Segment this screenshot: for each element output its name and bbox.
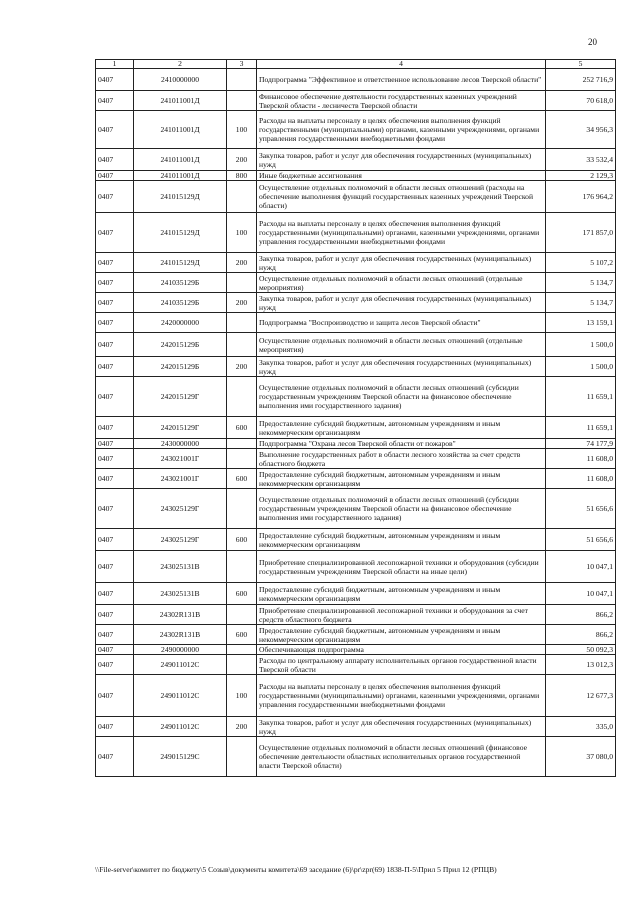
item-name-cell: Осуществление отдельных полномочий в области лесных отношений (субсидии государственным учреждениям Тверской области на финансовое обеспечение выполнения ими государственного задания) — [257, 489, 546, 529]
amount-cell: 34 956,3 — [546, 111, 616, 149]
amount-cell: 10 047,1 — [546, 551, 616, 583]
table-row — [96, 439, 616, 449]
section-cell: 0407 — [96, 489, 134, 529]
section-cell: 0407 — [96, 449, 134, 469]
section-cell: 0407 — [96, 293, 134, 313]
table-row — [96, 551, 616, 583]
expense-kind-cell: 600 — [227, 469, 257, 489]
item-name-cell: Предоставление субсидий бюджетным, автономным учреждениям и иным некоммерческим организациям — [257, 417, 546, 439]
expense-kind-cell — [227, 273, 257, 293]
amount-cell: 12 677,3 — [546, 675, 616, 717]
header-col-1: 1 — [96, 60, 134, 69]
expense-kind-cell — [227, 439, 257, 449]
expense-kind-cell — [227, 69, 257, 91]
expense-kind-cell: 100 — [227, 111, 257, 149]
amount-cell: 13 159,1 — [546, 313, 616, 333]
expense-kind-cell: 100 — [227, 675, 257, 717]
amount-cell: 51 656,6 — [546, 529, 616, 551]
target-code-cell: 241011001Д — [134, 91, 227, 111]
table-row — [96, 449, 616, 469]
expense-kind-cell — [227, 313, 257, 333]
header-row — [96, 60, 616, 69]
table-row — [96, 717, 616, 737]
expense-kind-cell: 600 — [227, 417, 257, 439]
expense-kind-cell — [227, 551, 257, 583]
amount-cell: 70 618,0 — [546, 91, 616, 111]
expense-kind-cell — [227, 91, 257, 111]
item-name-cell: Осуществление отдельных полномочий в области лесных отношений (субсидии государственным учреждениям Тверской области на финансовое обеспечение выполнения ими государственного задания) — [257, 377, 546, 417]
section-cell: 0407 — [96, 417, 134, 439]
expense-kind-cell: 800 — [227, 171, 257, 181]
amount-cell: 11 608,0 — [546, 469, 616, 489]
item-name-cell: Приобретение специализированной лесопожарной техники и оборудования (субсидии государственным учреждениям Тверской области на иные цели) — [257, 551, 546, 583]
item-name-cell: Расходы на выплаты персоналу в целях обеспечения выполнения функций государственными (муниципальными) органами, казенными учреждениями, органами управления государственными внебюджетными фондами — [257, 111, 546, 149]
expense-kind-cell — [227, 449, 257, 469]
amount-cell: 1 500,0 — [546, 333, 616, 357]
item-name-cell: Закупка товаров, работ и услуг для обеспечения государственных (муниципальных) нужд — [257, 357, 546, 377]
expense-kind-cell — [227, 377, 257, 417]
item-name-cell: Закупка товаров, работ и услуг для обеспечения государственных (муниципальных) нужд — [257, 293, 546, 313]
header-col-2: 2 — [134, 60, 227, 69]
table-row — [96, 737, 616, 777]
item-name-cell: Предоставление субсидий бюджетным, автономным учреждениям и иным некоммерческим организациям — [257, 625, 546, 645]
expense-kind-cell: 100 — [227, 213, 257, 253]
section-cell: 0407 — [96, 605, 134, 625]
target-code-cell: 2490000000 — [134, 645, 227, 655]
file-path-footer: \\File-server\комитет по бюджету\5 Созыв\документы комитета\69 заседание (6)\pr\zpr(69) 1838-П-5\Прил 5 Прил 12 (РПЦВ) — [95, 865, 497, 874]
expense-kind-cell: 200 — [227, 717, 257, 737]
table-row — [96, 253, 616, 273]
section-cell: 0407 — [96, 675, 134, 717]
item-name-cell: Осуществление отдельных полномочий в области лесных отношений (отдельные мероприятия) — [257, 333, 546, 357]
amount-cell: 5 134,7 — [546, 293, 616, 313]
item-name-cell: Расходы на выплаты персоналу в целях обеспечения выполнения функций государственными (муниципальными) органами, казенными учреждениями, органами управления государственными внебюджетными фондами — [257, 675, 546, 717]
amount-cell: 13 012,3 — [546, 655, 616, 675]
section-cell: 0407 — [96, 717, 134, 737]
table-row — [96, 111, 616, 149]
section-cell: 0407 — [96, 149, 134, 171]
expense-kind-cell: 200 — [227, 357, 257, 377]
amount-cell: 37 080,0 — [546, 737, 616, 777]
item-name-cell: Осуществление отдельных полномочий в области лесных отношений (финансовое обеспечение деятельности областных исполнительных органов государственной власти Тверской области) — [257, 737, 546, 777]
section-cell: 0407 — [96, 91, 134, 111]
target-code-cell: 241015129Д — [134, 213, 227, 253]
item-name-cell: Выполнение государственных работ в области лесного хозяйства за счет средств областного бюджета — [257, 449, 546, 469]
table-row — [96, 91, 616, 111]
table-row — [96, 605, 616, 625]
expense-kind-cell — [227, 737, 257, 777]
target-code-cell: 241015129Д — [134, 181, 227, 213]
table-row — [96, 293, 616, 313]
table-row — [96, 645, 616, 655]
target-code-cell: 241015129Д — [134, 253, 227, 273]
table-row — [96, 489, 616, 529]
expense-kind-cell — [227, 655, 257, 675]
section-cell: 0407 — [96, 655, 134, 675]
section-cell: 0407 — [96, 583, 134, 605]
target-code-cell: 2410000000 — [134, 69, 227, 91]
item-name-cell: Закупка товаров, работ и услуг для обеспечения государственных (муниципальных) нужд — [257, 717, 546, 737]
amount-cell: 51 656,6 — [546, 489, 616, 529]
header-col-5: 5 — [546, 60, 616, 69]
section-cell: 0407 — [96, 313, 134, 333]
expense-kind-cell — [227, 333, 257, 357]
expense-kind-cell: 200 — [227, 293, 257, 313]
item-name-cell: Расходы по центральному аппарату исполнительных органов государственной власти Тверской области — [257, 655, 546, 675]
amount-cell: 252 716,9 — [546, 69, 616, 91]
table-row — [96, 417, 616, 439]
target-code-cell: 249015129С — [134, 737, 227, 777]
table-row — [96, 675, 616, 717]
amount-cell: 335,0 — [546, 717, 616, 737]
section-cell: 0407 — [96, 551, 134, 583]
section-cell: 0407 — [96, 469, 134, 489]
section-cell: 0407 — [96, 439, 134, 449]
target-code-cell: 241011001Д — [134, 149, 227, 171]
target-code-cell: 24302R131В — [134, 605, 227, 625]
amount-cell: 11 659,1 — [546, 377, 616, 417]
table-row — [96, 181, 616, 213]
target-code-cell: 243021001Г — [134, 469, 227, 489]
table-row — [96, 69, 616, 91]
table-row — [96, 313, 616, 333]
table-row — [96, 171, 616, 181]
amount-cell: 50 092,3 — [546, 645, 616, 655]
item-name-cell: Предоставление субсидий бюджетным, автономным учреждениям и иным некоммерческим организациям — [257, 583, 546, 605]
expense-kind-cell — [227, 605, 257, 625]
target-code-cell: 249011012С — [134, 655, 227, 675]
table-row — [96, 357, 616, 377]
target-code-cell: 243025129Г — [134, 529, 227, 551]
table-row — [96, 655, 616, 675]
target-code-cell: 243021001Г — [134, 449, 227, 469]
target-code-cell: 243025129Г — [134, 489, 227, 529]
section-cell: 0407 — [96, 625, 134, 645]
expense-kind-cell: 600 — [227, 583, 257, 605]
expense-kind-cell — [227, 645, 257, 655]
target-code-cell: 243025131В — [134, 551, 227, 583]
amount-cell: 11 659,1 — [546, 417, 616, 439]
item-name-cell: Расходы на выплаты персоналу в целях обеспечения выполнения функций государственными (муниципальными) органами, казенными учреждениями, органами управления государственными внебюджетными фондами — [257, 213, 546, 253]
table-row — [96, 149, 616, 171]
section-cell: 0407 — [96, 357, 134, 377]
amount-cell: 10 047,1 — [546, 583, 616, 605]
target-code-cell: 24302R131В — [134, 625, 227, 645]
section-cell: 0407 — [96, 273, 134, 293]
expense-kind-cell: 600 — [227, 625, 257, 645]
item-name-cell: Предоставление субсидий бюджетным, автономным учреждениям и иным некоммерческим организациям — [257, 529, 546, 551]
amount-cell: 1 500,0 — [546, 357, 616, 377]
target-code-cell: 249011012С — [134, 675, 227, 717]
amount-cell: 5 107,2 — [546, 253, 616, 273]
expense-kind-cell — [227, 489, 257, 529]
item-name-cell: Обеспечивающая подпрограмма — [257, 645, 546, 655]
section-cell: 0407 — [96, 529, 134, 551]
budget-table — [95, 59, 616, 777]
section-cell: 0407 — [96, 645, 134, 655]
expense-kind-cell: 200 — [227, 253, 257, 273]
section-cell: 0407 — [96, 377, 134, 417]
amount-cell: 2 129,3 — [546, 171, 616, 181]
section-cell: 0407 — [96, 253, 134, 273]
expense-kind-cell: 600 — [227, 529, 257, 551]
item-name-cell: Осуществление отдельных полномочий в области лесных отношений (расходы на обеспечение выполнения функций государственных казенных учреждений Тверской области) — [257, 181, 546, 213]
item-name-cell: Подпрограмма "Воспроизводство и защита лесов Тверской области" — [257, 313, 546, 333]
section-cell: 0407 — [96, 333, 134, 357]
item-name-cell: Иные бюджетные ассигнования — [257, 171, 546, 181]
section-cell: 0407 — [96, 737, 134, 777]
item-name-cell: Подпрограмма "Эффективное и ответственное использование лесов Тверской области" — [257, 69, 546, 91]
section-cell: 0407 — [96, 213, 134, 253]
target-code-cell: 249011012С — [134, 717, 227, 737]
target-code-cell: 2430000000 — [134, 439, 227, 449]
table-row — [96, 213, 616, 253]
item-name-cell: Осуществление отдельных полномочий в области лесных отношений (отдельные мероприятия) — [257, 273, 546, 293]
table-row — [96, 273, 616, 293]
amount-cell: 33 532,4 — [546, 149, 616, 171]
amount-cell: 74 177,9 — [546, 439, 616, 449]
target-code-cell: 242015129Г — [134, 417, 227, 439]
header-col-4: 4 — [257, 60, 546, 69]
target-code-cell: 241035129Б — [134, 293, 227, 313]
page-number: 20 — [588, 37, 597, 47]
target-code-cell: 241011001Д — [134, 111, 227, 149]
target-code-cell: 241011001Д — [134, 171, 227, 181]
table-row — [96, 333, 616, 357]
item-name-cell: Приобретение специализированной лесопожарной техники и оборудования за счет средств областного бюджета — [257, 605, 546, 625]
item-name-cell: Закупка товаров, работ и услуг для обеспечения государственных (муниципальных) нужд — [257, 253, 546, 273]
table-row — [96, 583, 616, 605]
item-name-cell: Предоставление субсидий бюджетным, автономным учреждениям и иным некоммерческим организациям — [257, 469, 546, 489]
item-name-cell: Закупка товаров, работ и услуг для обеспечения государственных (муниципальных) нужд — [257, 149, 546, 171]
amount-cell: 5 134,7 — [546, 273, 616, 293]
section-cell: 0407 — [96, 171, 134, 181]
expense-kind-cell — [227, 181, 257, 213]
item-name-cell: Подпрограмма "Охрана лесов Тверской области от пожаров" — [257, 439, 546, 449]
amount-cell: 171 857,0 — [546, 213, 616, 253]
table-row — [96, 529, 616, 551]
table-row — [96, 625, 616, 645]
expense-kind-cell: 200 — [227, 149, 257, 171]
target-code-cell: 241035129Б — [134, 273, 227, 293]
section-cell: 0407 — [96, 181, 134, 213]
table-row — [96, 469, 616, 489]
amount-cell: 176 964,2 — [546, 181, 616, 213]
target-code-cell: 2420000000 — [134, 313, 227, 333]
target-code-cell: 242015129Б — [134, 357, 227, 377]
section-cell: 0407 — [96, 69, 134, 91]
header-col-3: 3 — [227, 60, 257, 69]
table-row — [96, 377, 616, 417]
amount-cell: 11 608,0 — [546, 449, 616, 469]
amount-cell: 866,2 — [546, 625, 616, 645]
amount-cell: 866,2 — [546, 605, 616, 625]
item-name-cell: Финансовое обеспечение деятельности государственных казенных учреждений Тверской области - лесничеств Тверской области — [257, 91, 546, 111]
target-code-cell: 242015129Г — [134, 377, 227, 417]
target-code-cell: 243025131В — [134, 583, 227, 605]
section-cell: 0407 — [96, 111, 134, 149]
target-code-cell: 242015129Б — [134, 333, 227, 357]
